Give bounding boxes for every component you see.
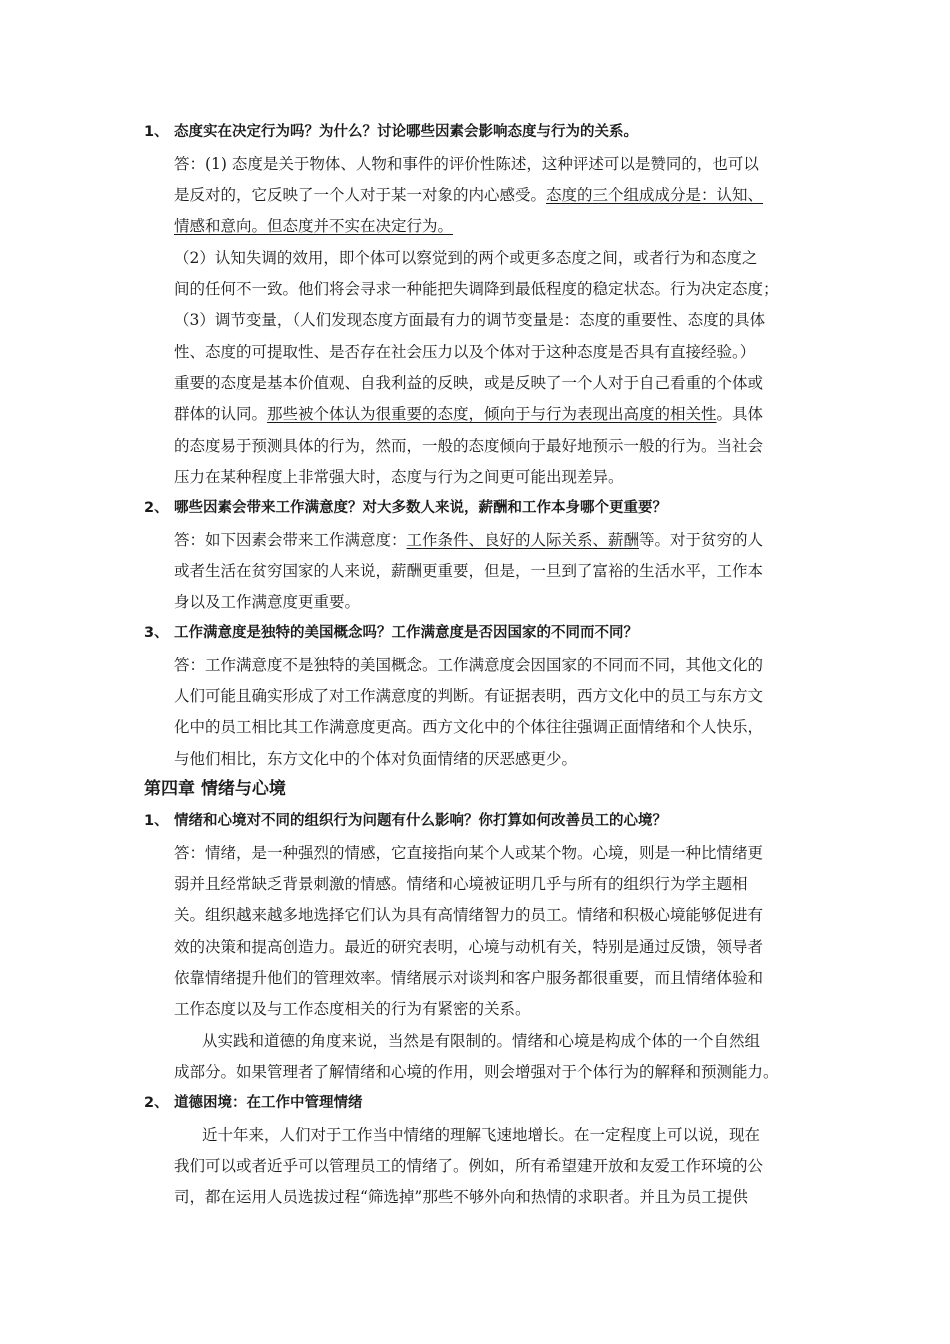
question-heading — [144, 122, 638, 142]
chapter-title: 第四章 情绪与心境 — [144, 779, 286, 799]
answer-line: 答：情绪，是一种强烈的情感，它直接指向某个人或某个物。心境，则是一种比情绪更 — [174, 844, 764, 862]
answer-line: 压力在某种程度上非常强大时，态度与行为之间更可能出现差异。 — [174, 468, 624, 486]
underlined-text: 情感和意向。但态度并不实在决定行为。 — [174, 217, 454, 235]
answer-line: 依靠情绪提升他们的管理效率。情绪展示对谈判和客户服务都很重要，而且情绪体验和 — [174, 969, 764, 987]
underlined-text: 那些被个体认为很重要的态度，倾向于与行为表现出高度的相关性 — [267, 405, 717, 423]
answer-line: 答：工作满意度不是独特的美国概念。工作满意度会因国家的不同而不同，其他文化的 — [174, 656, 764, 674]
question-text: 态度实在决定行为吗？为什么？讨论哪些因素会影响态度与行为的关系。 — [174, 124, 638, 140]
answer-line: 的态度易于预测具体的行为，然而，一般的态度倾向于最好地预示一般的行为。当社会 — [174, 437, 764, 455]
answer-line: 间的任何不一致。他们将会寻求一种能把失调降到最低程度的稳定状态。行为决定态度； — [174, 280, 779, 298]
answer-line: 司，都在运用人员选拔过程“筛选掉”那些不够外向和热情的求职者。并且为员工提供 — [174, 1188, 748, 1206]
question-number: 2、 — [144, 500, 169, 516]
answer-line: 效的决策和提高创造力。最近的研究表明，心境与动机有关，特别是通过反馈，领导者 — [174, 938, 764, 956]
answer-line: 关。组织越来越多地选择它们认为具有高情绪智力的员工。情绪和积极心境能够促进有 — [174, 906, 764, 924]
answer-line: 答：(1) 态度是关于物体、人物和事件的评价性陈述，这种评述可以是赞同的，也可以 — [174, 155, 759, 173]
question-text: 工作满意度是独特的美国概念吗？工作满意度是否因国家的不同而不同？ — [174, 625, 638, 641]
answer-line: 是反对的，它反映了一个人对于某一对象的内心感受。态度的三个组成成分是：认知、 — [174, 186, 764, 204]
question-number: 3、 — [144, 625, 169, 641]
question-number: 2、 — [144, 1095, 169, 1111]
answer-line: 成部分。如果管理者了解情绪和心境的作用，则会增强对于个体行为的解释和预测能力。 — [174, 1063, 779, 1081]
answer-line: 人们可能且确实形成了对工作满意度的判断。有证据表明，西方文化中的员工与东方文 — [174, 687, 764, 705]
answer-line: 从实践和道德的角度来说，当然是有限制的。情绪和心境是构成个体的一个自然组 — [202, 1032, 761, 1050]
underlined-text: 态度的三个组成成分是：认知、 — [546, 186, 764, 204]
answer-line: （3）调节变量，（人们发现态度方面最有力的调节变量是：态度的重要性、态度的具体 — [174, 311, 766, 329]
answer-line: 弱并且经常缺乏背景刺激的情感。情绪和心境被证明几乎与所有的组织行为学主题相 — [174, 875, 748, 893]
answer-line: 重要的态度是基本价值观、自我利益的反映，或是反映了一个人对于自己看重的个体或 — [174, 374, 764, 392]
answer-line: 性、态度的可提取性、是否存在社会压力以及个体对于这种态度是否具有直接经验。） — [174, 343, 756, 361]
question-number: 1、 — [144, 124, 169, 140]
question-text: 道德困境：在工作中管理情绪 — [174, 1095, 363, 1111]
answer-line: 我们可以或者近乎可以管理员工的情绪了。例如，所有希望建开放和友爱工作环境的公 — [174, 1157, 764, 1175]
question-heading — [144, 811, 667, 831]
question-heading — [144, 623, 638, 643]
answer-line: 与他们相比，东方文化中的个体对负面情绪的厌恶感更少。 — [174, 750, 578, 768]
answer-line: 群体的认同。那些被个体认为很重要的态度，倾向于与行为表现出高度的相关性。具体 — [174, 405, 764, 423]
underlined-text: 工作条件、良好的人际关系、薪酬 — [406, 531, 640, 549]
answer-line: （2）认知失调的效用，即个体可以察觉到的两个或更多态度之间，或者行为和态度之 — [174, 249, 758, 267]
question-text: 情绪和心境对不同的组织行为问题有什么影响？你打算如何改善员工的心境？ — [174, 813, 667, 829]
question-text: 哪些因素会带来工作满意度？对大多数人来说，薪酬和工作本身哪个更重要？ — [174, 500, 667, 516]
answer-line: 工作态度以及与工作态度相关的行为有紧密的关系。 — [174, 1000, 531, 1018]
answer-line: 化中的员工相比其工作满意度更高。西方文化中的个体往往强调正面情绪和个人快乐， — [174, 718, 764, 736]
answer-line: 身以及工作满意度更重要。 — [174, 593, 361, 611]
question-heading — [144, 1093, 363, 1113]
answer-line: 近十年来，人们对于工作当中情绪的理解飞速地增长。在一定程度上可以说，现在 — [202, 1126, 761, 1144]
answer-line: 或者生活在贫穷国家的人来说，薪酬更重要，但是，一旦到了富裕的生活水平，工作本 — [174, 562, 764, 580]
answer-line: 答：如下因素会带来工作满意度：工作条件、良好的人际关系、薪酬等。对于贫穷的人 — [174, 531, 764, 549]
question-heading — [144, 498, 667, 518]
question-number: 1、 — [144, 813, 169, 829]
